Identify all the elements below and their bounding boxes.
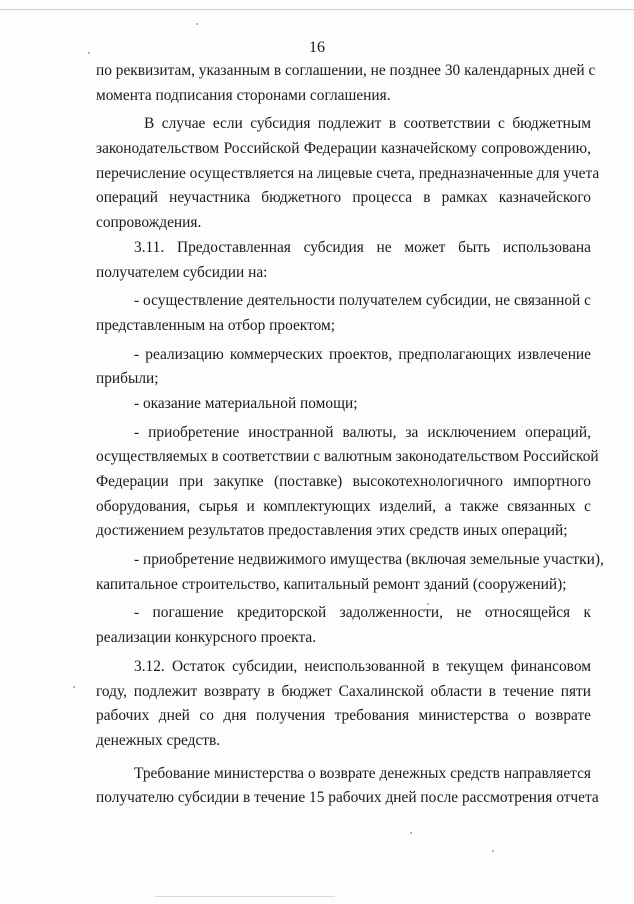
text-line: В случае если субсидия подлежит в соответствии с бюджетным (144, 115, 591, 133)
text-line: осуществляемых в соответствии с валютным законодательством Российской (96, 448, 599, 466)
text-line: оборудования, сырья и комплектующих изделий, а также связанных с (96, 497, 591, 515)
text-line: - осуществление деятельности получателем субсидии, не связанной с (134, 292, 591, 310)
text-line: рабочих дней со дня получения требования министерства о возврате (96, 707, 591, 725)
text-line: по реквизитам, указанным в соглашении, не позднее 30 календарных дней с (96, 62, 596, 79)
scan-speck (492, 850, 494, 852)
text-line: 3.12. Остаток субсидии, неиспользованной в текущем финансовом (134, 657, 591, 675)
text-line: перечисление осуществляется на лицевые счета, предназначенные для учета (96, 164, 600, 182)
text-line: представленным на отбор проектом; (96, 316, 336, 334)
text-line: капитальное строительство, капитальный ремонт зданий (сооружений); (96, 575, 567, 593)
text-line: - приобретение иностранной валюты, за исключением операций, (134, 423, 591, 441)
text-line: - оказание материальной помощи; (134, 394, 358, 412)
text-line: - приобретение недвижимого имущества (включая земельные участки), (134, 551, 604, 569)
text-line: 3.11. Предоставленная субсидия не может быть использована (134, 238, 591, 256)
text-line: реализации конкурсного проекта. (96, 629, 317, 647)
text-line: - реализацию коммерческих проектов, предполагающих извлечение (134, 345, 591, 363)
text-line: сопровождения. (96, 214, 202, 232)
scan-edge-line (0, 9, 634, 10)
scan-speck (410, 832, 412, 834)
text-line: - погашение кредиторской задолженности, не относящейся к (134, 604, 591, 622)
body-text (96, 62, 604, 814)
scan-speck (73, 686, 75, 688)
text-line: операций неучастника бюджетного процесса в рамках казначейского (96, 189, 591, 207)
text-line: году, подлежит возврату в бюджет Сахалинской области в течение пяти (96, 682, 591, 700)
text-line: Федерации при закупке (поставке) высокотехнологичного импортного (96, 473, 591, 490)
text-line: прибыли; (96, 370, 159, 388)
text-line: законодательством Российской Федерации казначейскому сопровождению, (96, 140, 591, 158)
text-line: получателю субсидии в течение 15 рабочих дней после рассмотрения отчета (96, 789, 599, 807)
text-line: получателем субсидии на: (96, 263, 268, 281)
scan-edge-line (155, 896, 335, 897)
text-line: достижением результатов предоставления этих средств иных операций; (96, 522, 568, 540)
text-line: момента подписания сторонами соглашения. (96, 86, 391, 104)
text-line: Требование министерства о возврате денежных средств направляется (134, 764, 591, 782)
text-line: денежных средств. (96, 731, 221, 749)
page-number: 16 (309, 39, 325, 56)
scan-speck (196, 23, 198, 25)
